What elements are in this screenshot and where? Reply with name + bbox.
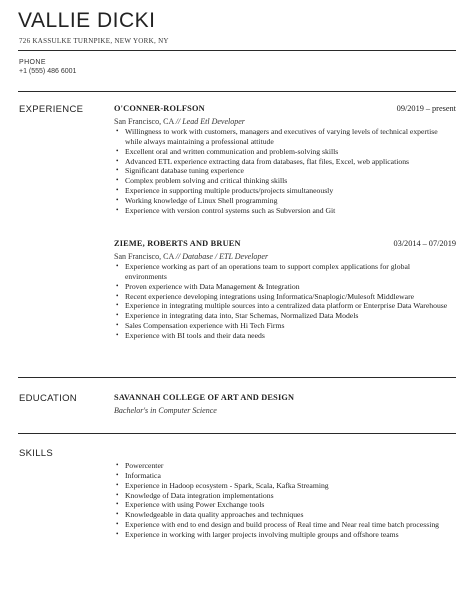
header-divider — [18, 50, 456, 51]
bullet-icon: • — [116, 291, 119, 300]
section-title-experience: EXPERIENCE — [19, 104, 84, 115]
phone-number: +1 (555) 486 6001 — [19, 68, 77, 75]
date-separator: – — [425, 104, 431, 113]
bullet-icon: • — [116, 146, 119, 155]
date-separator: – — [422, 239, 427, 248]
job-location: San Francisco, CA — [114, 117, 174, 126]
list-item — [114, 282, 456, 292]
job-bullets — [114, 127, 456, 216]
list-item — [114, 262, 456, 282]
list-item — [114, 491, 456, 501]
bullet-icon: • — [116, 262, 119, 270]
bullet-text: Willingness to work with customers, managers and executives of varying levels of technical expertise while always maintaining a professional attitude — [125, 127, 438, 146]
bullet-icon: • — [116, 470, 119, 479]
list-item — [114, 461, 456, 471]
job-subtitle — [114, 116, 456, 127]
job-title: Lead Etl Developer — [182, 117, 245, 126]
candidate-name: VALLIE DICKI — [18, 9, 156, 32]
bullet-icon: • — [116, 281, 119, 290]
bullet-icon: • — [116, 490, 119, 499]
skill-text: Experience with using Power Exchange tools — [125, 500, 265, 510]
date-end: 07/2019 — [428, 239, 456, 248]
employer-name: ZIEME, ROBERTS AND BRUEN — [114, 239, 241, 248]
date-start: 09/2019 — [396, 104, 424, 113]
education-header — [114, 393, 456, 405]
subtitle-separator: // — [175, 252, 181, 261]
bullet-text: Experience in integrating data into, Star Schemas, Normalized Data Models — [125, 311, 359, 321]
bullet-text: Significant database tuning experience — [125, 166, 244, 176]
section-divider-skills — [18, 433, 456, 434]
bullet-icon: • — [116, 461, 119, 469]
list-item — [114, 292, 456, 302]
phone-label: PHONE — [19, 59, 46, 66]
skill-text: Experience in Hadoop ecosystem - Spark, Scala, Kafka Streaming — [125, 480, 329, 490]
list-item — [114, 166, 456, 176]
bullet-icon: • — [116, 176, 119, 185]
bullet-icon: • — [116, 301, 119, 310]
list-item — [114, 311, 456, 321]
bullet-text: Proven experience with Data Management & Integration — [125, 281, 300, 291]
degree-name: Bachelor's in Computer Science — [114, 406, 217, 415]
bullet-text: Complex problem solving and critical thinking skills — [125, 176, 288, 186]
education-entry — [114, 393, 456, 416]
school-name: SAVANNAH COLLEGE OF ART AND DESIGN — [114, 393, 295, 402]
list-item — [114, 196, 456, 206]
job-dates — [397, 104, 456, 113]
date-start: 03/2014 — [393, 239, 421, 248]
list-item — [114, 530, 456, 540]
bullet-icon: • — [116, 156, 119, 165]
list-item — [114, 321, 456, 331]
skills-block — [114, 461, 456, 540]
bullet-icon: • — [116, 529, 119, 538]
employer-name: O'CONNER-ROLFSON — [114, 104, 205, 113]
list-item — [114, 206, 456, 216]
bullet-icon: • — [116, 195, 119, 204]
bullet-icon: • — [116, 127, 119, 135]
date-end: present — [432, 104, 456, 113]
skills-list — [114, 461, 456, 540]
bullet-text: Experience in supporting multiple products/projects simultaneously — [125, 186, 334, 196]
bullet-icon: • — [116, 205, 119, 214]
bullet-icon: • — [116, 510, 119, 519]
list-item — [114, 157, 456, 167]
bullet-text: Working knowledge of Linux Shell programming — [125, 195, 278, 205]
job-entry — [114, 104, 456, 216]
candidate-address: 726 KASSULKE TURNPIKE, NEW YORK, NY — [19, 37, 169, 45]
bullet-icon: • — [116, 330, 119, 339]
job-entry — [114, 239, 456, 341]
bullet-icon: • — [116, 520, 119, 529]
bullet-text: Excellent oral and written communication and problem-solving skills — [125, 146, 339, 156]
bullet-icon: • — [116, 500, 119, 509]
job-bullets — [114, 262, 456, 341]
subtitle-separator: // — [175, 117, 181, 126]
skill-text: Experience with end to end design and build process of Real time and Near real time batch processing — [125, 520, 440, 530]
skill-text: Experience in working with larger projects involving multiple groups and offshore teams — [125, 529, 399, 539]
list-item — [114, 481, 456, 491]
bullet-icon: • — [116, 311, 119, 320]
bullet-text: Experience with BI tools and their data needs — [125, 330, 265, 340]
list-item — [114, 147, 456, 157]
section-divider-education — [18, 377, 456, 378]
bullet-text: Experience with version control systems such as Subversion and Git — [125, 205, 336, 215]
section-title-education: EDUCATION — [19, 393, 77, 404]
list-item — [114, 471, 456, 481]
bullet-text: Experience in integrating multiple sources into a centralized data platform or Enterprise Data Warehouse — [125, 301, 448, 311]
skill-text: Knowledgeable in data quality approaches and techniques — [125, 510, 304, 520]
job-dates — [393, 239, 456, 248]
list-item — [114, 520, 456, 530]
section-divider-experience — [18, 91, 456, 92]
list-item — [114, 510, 456, 520]
bullet-text: Sales Compensation experience with Hi Tech Firms — [125, 321, 285, 331]
list-item — [114, 500, 456, 510]
skill-text: Informatica — [125, 470, 161, 480]
bullet-text: Experience working as part of an operations team to support complex applications for global environments — [125, 262, 410, 281]
bullet-text: Advanced ETL experience extracting data from databases, flat files, Excel, web applications — [125, 156, 410, 166]
list-item — [114, 176, 456, 186]
job-title: Database / ETL Developer — [182, 252, 269, 261]
list-item — [114, 186, 456, 196]
job-location: San Francisco, CA — [114, 252, 174, 261]
section-title-skills: SKILLS — [19, 448, 54, 459]
list-item — [114, 127, 456, 147]
list-item — [114, 301, 456, 311]
list-item — [114, 331, 456, 341]
job-header — [114, 239, 456, 251]
bullet-icon: • — [116, 321, 119, 330]
skill-text: Knowledge of Data integration implementations — [125, 490, 274, 500]
job-header — [114, 104, 456, 116]
skill-text: Powercenter — [125, 461, 164, 470]
job-subtitle — [114, 251, 456, 262]
bullet-icon: • — [116, 480, 119, 489]
bullet-icon: • — [116, 166, 119, 175]
bullet-icon: • — [116, 186, 119, 195]
bullet-text: Recent experience developing integrations using Informatica/Snaplogic/Mulesoft Middleware — [125, 291, 415, 301]
